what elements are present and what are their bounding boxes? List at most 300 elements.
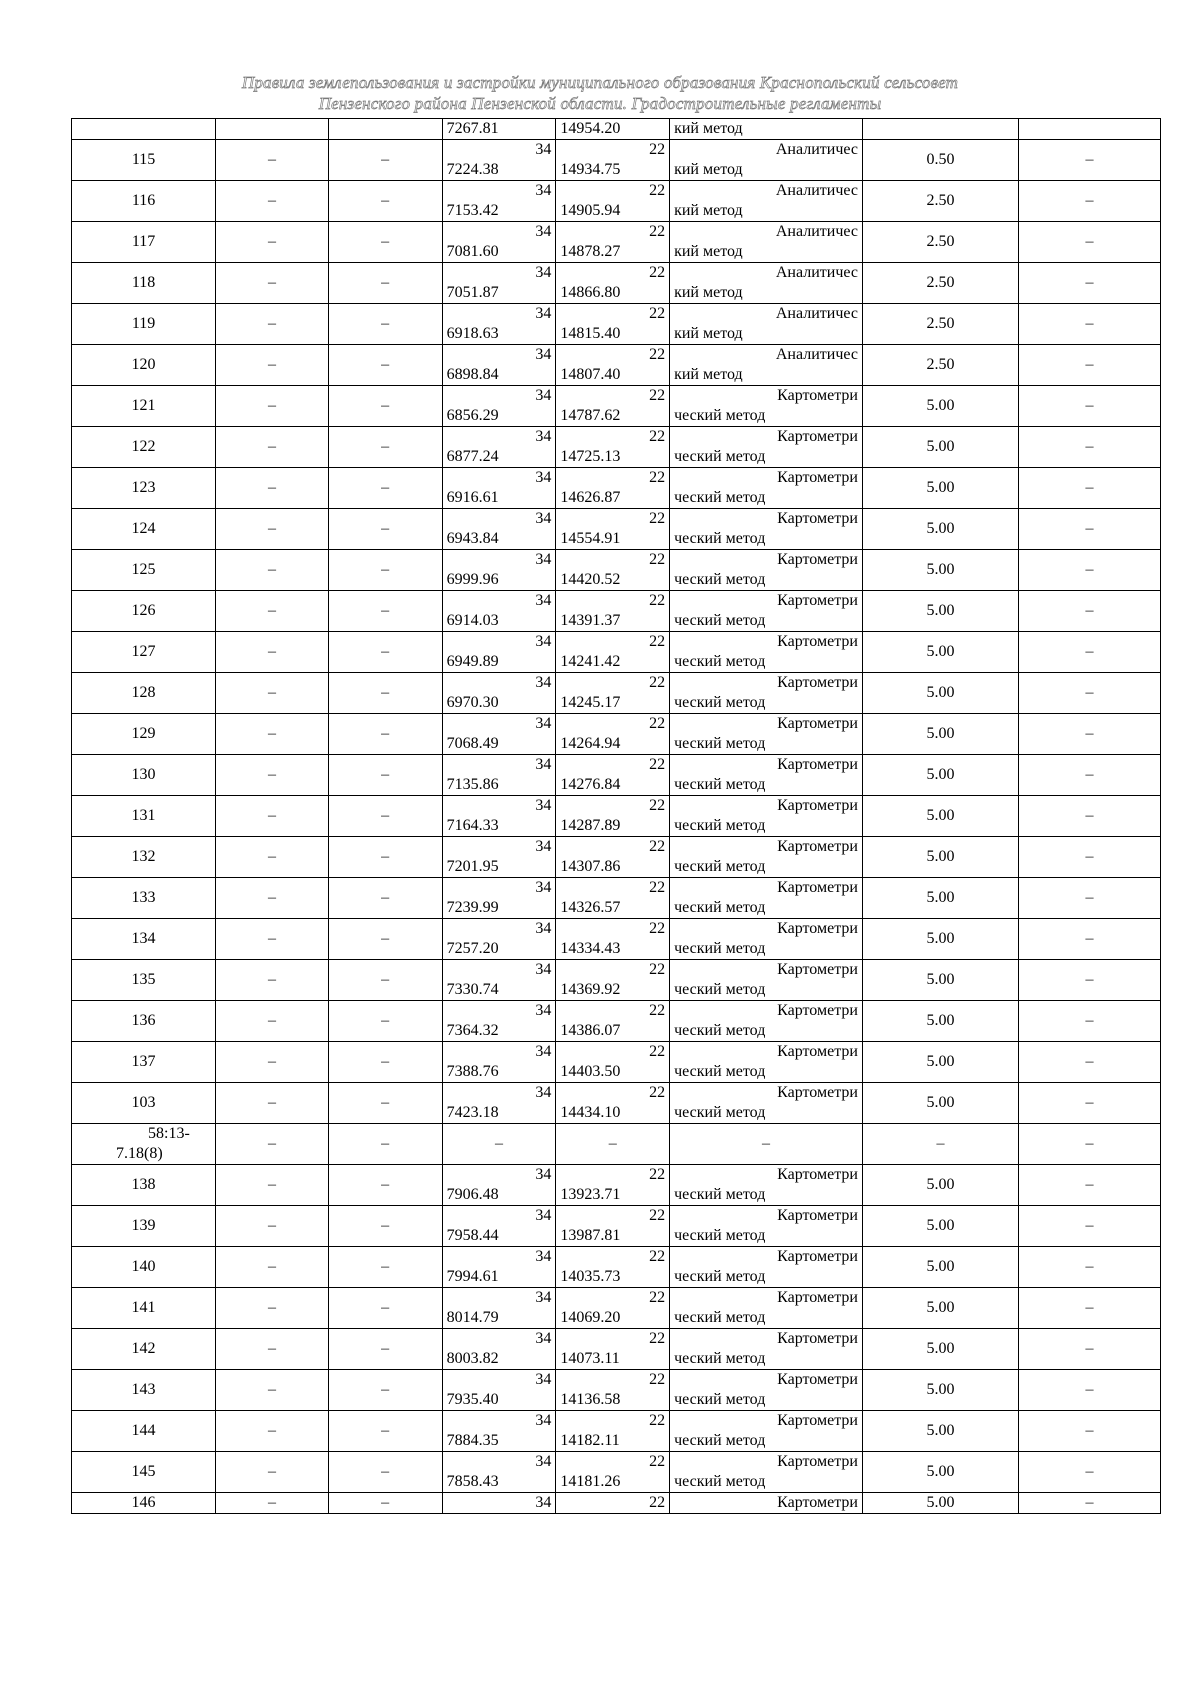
y-high: 22 (649, 1330, 666, 1347)
cell-accuracy: 5.00 (862, 1206, 1018, 1247)
cell-dash: – (216, 345, 329, 386)
cell-dash: – (216, 1411, 329, 1452)
x-high: 34 (535, 1043, 552, 1060)
cell-id (72, 714, 216, 755)
header-line-2: Пензенского района Пензенской области. Градостроительные регламенты (318, 94, 882, 113)
method-low: ческий метод (674, 735, 766, 752)
page-header (0, 72, 1200, 114)
cell-dash: – (1019, 1042, 1161, 1083)
cell-dash: – (216, 509, 329, 550)
method-low: кий метод (674, 325, 743, 342)
cell-method (670, 1206, 863, 1247)
cell-dash: – (216, 1042, 329, 1083)
cell-dash: – (328, 1042, 442, 1083)
method-high: Картометри (777, 633, 858, 650)
y-low: 14954.20 (560, 120, 621, 137)
table-row (72, 1165, 1161, 1206)
cell-dash: – (1019, 1452, 1161, 1493)
x-high: 34 (535, 1494, 552, 1511)
cell-dash: – (1019, 1411, 1161, 1452)
cell-y (556, 1083, 670, 1124)
y-low: 14264.94 (560, 735, 621, 752)
table-row (72, 960, 1161, 1001)
x-low: 7257.20 (446, 940, 499, 957)
cell-dash: – (328, 1247, 442, 1288)
method-low: ческий метод (674, 571, 766, 588)
cell-dash: – (1019, 1083, 1161, 1124)
cell-accuracy: 5.00 (862, 960, 1018, 1001)
cell-x (442, 714, 556, 755)
y-high: 22 (649, 1412, 666, 1429)
x-high: 34 (535, 715, 552, 732)
method-low: кий метод (674, 243, 743, 260)
x-high: 34 (535, 920, 552, 937)
method-low: ческий метод (674, 940, 766, 957)
x-high: 34 (535, 674, 552, 691)
point-id: 134 (131, 930, 156, 947)
y-low: 14182.11 (560, 1432, 620, 1449)
cell-x (442, 919, 556, 960)
cell-method (670, 222, 863, 263)
method-low: ческий метод (674, 1350, 766, 1367)
cell-id (72, 632, 216, 673)
cell-method (670, 1493, 863, 1514)
x-high: 34 (535, 1289, 552, 1306)
cell-dash: – (328, 181, 442, 222)
x-low: 7068.49 (446, 735, 499, 752)
cell-x (442, 591, 556, 632)
section-id-line-2: 7.18(8) (116, 1145, 163, 1162)
cell-y (556, 878, 670, 919)
x-low: 6916.61 (446, 489, 499, 506)
method-low: ческий метод (674, 776, 766, 793)
cell-accuracy: 2.50 (862, 304, 1018, 345)
cell-id (72, 263, 216, 304)
cell-dash: – (328, 345, 442, 386)
cell-dash: – (328, 427, 442, 468)
table-row (72, 181, 1161, 222)
cell-accuracy: 2.50 (862, 263, 1018, 304)
y-low: 14035.73 (560, 1268, 621, 1285)
table-row (72, 714, 1161, 755)
point-id: 121 (131, 397, 156, 414)
cell-method (670, 919, 863, 960)
x-high: 34 (535, 182, 552, 199)
x-high: 34 (535, 1330, 552, 1347)
x-high: 34 (535, 1412, 552, 1429)
method-high: Аналитичес (775, 223, 858, 240)
point-id: 115 (131, 151, 156, 168)
cell-y (556, 304, 670, 345)
cell-x (442, 1452, 556, 1493)
cell-method (670, 427, 863, 468)
cell-accuracy: 5.00 (862, 837, 1018, 878)
point-id: 123 (131, 479, 156, 496)
cell-id (72, 1165, 216, 1206)
cell-x (442, 837, 556, 878)
table-row (72, 1083, 1161, 1124)
y-low: 14905.94 (560, 202, 621, 219)
table-row (72, 345, 1161, 386)
cell-id (72, 222, 216, 263)
x-high: 34 (535, 141, 552, 158)
cell-dash: – (328, 632, 442, 673)
cell-y (556, 222, 670, 263)
y-high: 22 (649, 510, 666, 527)
method-high: Картометри (777, 797, 858, 814)
cell-dash: – (670, 1124, 863, 1165)
y-low: 14245.17 (560, 694, 621, 711)
cell-x (442, 755, 556, 796)
point-id: 140 (131, 1258, 156, 1275)
method-low: ческий метод (674, 1268, 766, 1285)
method-low: ческий метод (674, 981, 766, 998)
y-high: 22 (649, 305, 666, 322)
cell-y (556, 591, 670, 632)
table-row (72, 1370, 1161, 1411)
cell-accuracy: 5.00 (862, 468, 1018, 509)
cell-id (72, 427, 216, 468)
y-high: 22 (649, 1289, 666, 1306)
table-row (72, 1042, 1161, 1083)
y-high: 22 (649, 264, 666, 281)
table-row (72, 1124, 1161, 1165)
cell-dash: – (328, 1083, 442, 1124)
method-high: Картометри (777, 1330, 858, 1347)
x-low: 7224.38 (446, 161, 499, 178)
x-low: 7164.33 (446, 817, 499, 834)
cell-y (556, 1288, 670, 1329)
method-high: Картометри (777, 1453, 858, 1470)
cell-dash: – (328, 386, 442, 427)
method-high: Аналитичес (775, 182, 858, 199)
cell-dash: – (1019, 632, 1161, 673)
y-low: 14241.42 (560, 653, 621, 670)
cell-accuracy: 5.00 (862, 1001, 1018, 1042)
cell-id: 146 (72, 1493, 216, 1514)
cell-dash: – (216, 1493, 329, 1514)
method-low: ческий метод (674, 530, 766, 547)
method-low: ческий метод (674, 899, 766, 916)
x-low: 7958.44 (446, 1227, 499, 1244)
cell-x (442, 140, 556, 181)
cell-dash (1019, 119, 1161, 140)
cell-accuracy: 5.00 (862, 550, 1018, 591)
method-low: ческий метод (674, 407, 766, 424)
cell-method (670, 960, 863, 1001)
cell-y (556, 468, 670, 509)
cell-dash: – (216, 1452, 329, 1493)
cell-dash: – (1019, 550, 1161, 591)
cell-dash: – (216, 960, 329, 1001)
cell-dash: – (328, 755, 442, 796)
x-low: 8003.82 (446, 1350, 499, 1367)
cell-accuracy: 5.00 (862, 673, 1018, 714)
point-id: 129 (131, 725, 156, 742)
cell-accuracy: 5.00 (862, 878, 1018, 919)
cell-id (72, 591, 216, 632)
method-low: кий метод (674, 366, 743, 383)
cell-accuracy: 5.00 (862, 591, 1018, 632)
cell-method (670, 509, 863, 550)
cell-x (442, 1042, 556, 1083)
cell-accuracy: 5.00 (862, 632, 1018, 673)
cell-id (72, 468, 216, 509)
y-high: 22 (649, 1002, 666, 1019)
cell-y (556, 181, 670, 222)
cell-method (670, 673, 863, 714)
cell-y (556, 755, 670, 796)
point-id: 143 (131, 1381, 156, 1398)
method-low: ческий метод (674, 1391, 766, 1408)
x-high: 34 (535, 756, 552, 773)
table-row (72, 1452, 1161, 1493)
cell-dash: – (1019, 509, 1161, 550)
x-high: 34 (535, 551, 552, 568)
cell-x (442, 1165, 556, 1206)
point-id: 119 (131, 315, 156, 332)
cell-y (556, 1247, 670, 1288)
cell-dash: – (216, 1288, 329, 1329)
cell-dash: – (216, 919, 329, 960)
method-high: Картометри (777, 961, 858, 978)
cell-dash (328, 119, 442, 140)
cell-dash: – (328, 919, 442, 960)
table-row (72, 919, 1161, 960)
cell-accuracy: 5.00 (862, 1411, 1018, 1452)
x-high: 34 (535, 879, 552, 896)
method-high: Картометри (777, 1084, 858, 1101)
cell-id (72, 960, 216, 1001)
table-row (72, 1001, 1161, 1042)
cell-id (72, 673, 216, 714)
cell-accuracy: 5.00 (862, 1083, 1018, 1124)
method-low: ческий метод (674, 1063, 766, 1080)
table-row (72, 1247, 1161, 1288)
cell-dash: – (1019, 263, 1161, 304)
y-high: 22 (649, 387, 666, 404)
method-low: кий метод (674, 284, 743, 301)
method-high: Картометри (777, 879, 858, 896)
cell-dash: – (216, 468, 329, 509)
y-low: 14815.40 (560, 325, 621, 342)
point-id: 139 (131, 1217, 156, 1234)
cell-dash: – (1019, 919, 1161, 960)
x-low: 6918.63 (446, 325, 499, 342)
cell-method (670, 386, 863, 427)
x-low: 7884.35 (446, 1432, 499, 1449)
table-row (72, 263, 1161, 304)
y-high: 22 (649, 633, 666, 650)
cell-dash: – (328, 1493, 442, 1514)
table-row (72, 591, 1161, 632)
cell-dash: – (216, 1001, 329, 1042)
x-low: 7364.32 (446, 1022, 499, 1039)
cell-dash: – (216, 591, 329, 632)
cell-method (670, 119, 863, 140)
x-low: 7935.40 (446, 1391, 499, 1408)
cell-dash: – (1019, 837, 1161, 878)
cell-y (556, 1329, 670, 1370)
method-low: ческий метод (674, 1473, 766, 1490)
cell-x (442, 222, 556, 263)
x-low: 7051.87 (446, 284, 499, 301)
cell-x (442, 427, 556, 468)
point-id: 130 (131, 766, 156, 783)
cell-y (556, 632, 670, 673)
x-high: 34 (535, 1453, 552, 1470)
cell-dash: – (216, 1206, 329, 1247)
cell-id (72, 304, 216, 345)
cell-dash: – (328, 837, 442, 878)
cell-id (72, 837, 216, 878)
method-high: Картометри (777, 715, 858, 732)
cell-y (556, 960, 670, 1001)
y-high: 22 (649, 1453, 666, 1470)
cell-y (556, 1042, 670, 1083)
method-high: Картометри (777, 674, 858, 691)
point-id: 128 (131, 684, 156, 701)
x-low: 7267.81 (446, 120, 499, 137)
method-high: Картометри (777, 387, 858, 404)
method-high: Картометри (777, 756, 858, 773)
cell-dash: – (216, 755, 329, 796)
cell-id (72, 386, 216, 427)
method-high: Картометри (777, 920, 858, 937)
y-low: 14073.11 (560, 1350, 620, 1367)
cell-method (670, 632, 863, 673)
point-id: 144 (131, 1422, 156, 1439)
cell-x (442, 345, 556, 386)
cell-dash: – (216, 1329, 329, 1370)
cell-dash: – (1019, 386, 1161, 427)
x-low: 7153.42 (446, 202, 499, 219)
cell-method (670, 878, 863, 919)
cell-x (442, 1247, 556, 1288)
cell-id (72, 1370, 216, 1411)
cell-dash: – (328, 1288, 442, 1329)
y-low: 14307.86 (560, 858, 621, 875)
x-high: 34 (535, 838, 552, 855)
table-row (72, 1206, 1161, 1247)
cell-accuracy: 5.00 (862, 1288, 1018, 1329)
cell-dash: – (328, 1206, 442, 1247)
point-id: 116 (131, 192, 156, 209)
cell-y (556, 1370, 670, 1411)
y-low: 13987.81 (560, 1227, 621, 1244)
y-high: 22 (649, 346, 666, 363)
y-high: 22 (649, 592, 666, 609)
x-high: 34 (535, 428, 552, 445)
cell-dash: – (1019, 1247, 1161, 1288)
cell-dash: – (328, 878, 442, 919)
cell-dash: – (442, 1124, 556, 1165)
cell-dash: – (216, 1083, 329, 1124)
cell-dash: – (216, 181, 329, 222)
cell-dash: – (328, 673, 442, 714)
x-high: 34 (535, 305, 552, 322)
x-high: 34 (535, 1248, 552, 1265)
table-row (72, 878, 1161, 919)
cell-method (670, 1288, 863, 1329)
cell-accuracy: 5.00 (862, 1042, 1018, 1083)
cell-dash: – (1019, 1370, 1161, 1411)
method-high: Картометри (777, 1166, 858, 1183)
y-low: 14334.43 (560, 940, 621, 957)
table-body (72, 119, 1161, 1514)
cell-id (72, 140, 216, 181)
cell-y (556, 1493, 670, 1514)
cell-dash: – (1019, 714, 1161, 755)
cell-y (556, 714, 670, 755)
y-low: 14934.75 (560, 161, 621, 178)
cell-dash: – (328, 1370, 442, 1411)
method-high: Картометри (777, 1248, 858, 1265)
cell-x (442, 509, 556, 550)
y-high: 22 (649, 920, 666, 937)
point-id: 125 (131, 561, 156, 578)
cell-id (72, 919, 216, 960)
cell-id (72, 1329, 216, 1370)
y-low: 14391.37 (560, 612, 621, 629)
point-id: 126 (131, 602, 156, 619)
cell-dash: – (216, 796, 329, 837)
cell-dash: – (216, 1370, 329, 1411)
cell-dash: – (216, 878, 329, 919)
cell-dash: – (216, 714, 329, 755)
y-low: 14434.10 (560, 1104, 621, 1121)
y-high: 22 (649, 715, 666, 732)
cell-dash: – (216, 837, 329, 878)
cell-dash: – (216, 140, 329, 181)
cell-id (72, 509, 216, 550)
cell-method (670, 1083, 863, 1124)
cell-method (670, 181, 863, 222)
x-low: 6877.24 (446, 448, 499, 465)
cell-dash: – (1019, 878, 1161, 919)
cell-x (442, 1206, 556, 1247)
method-low: ческий метод (674, 1186, 766, 1203)
x-high: 34 (535, 797, 552, 814)
point-id: 132 (131, 848, 156, 865)
cell-x (442, 304, 556, 345)
x-low: 8014.79 (446, 1309, 499, 1326)
table-row (72, 222, 1161, 263)
cell-dash: – (1019, 140, 1161, 181)
cell-dash: – (328, 591, 442, 632)
cell-dash: – (216, 263, 329, 304)
y-high: 22 (649, 797, 666, 814)
table-row (72, 509, 1161, 550)
x-high: 34 (535, 1371, 552, 1388)
x-low: 7906.48 (446, 1186, 499, 1203)
cell-id (72, 1411, 216, 1452)
cell-method (670, 591, 863, 632)
cell-dash: – (328, 263, 442, 304)
cell-accuracy: 5.00 (862, 714, 1018, 755)
cell-y (556, 919, 670, 960)
cell-accuracy: 2.50 (862, 345, 1018, 386)
method-low: кий метод (674, 161, 743, 178)
y-low: 14276.84 (560, 776, 621, 793)
cell-x (442, 1411, 556, 1452)
point-id: 136 (131, 1012, 156, 1029)
x-low: 6970.30 (446, 694, 499, 711)
table-row (72, 796, 1161, 837)
y-high: 22 (649, 1043, 666, 1060)
cell-dash: – (1019, 345, 1161, 386)
y-high: 22 (649, 838, 666, 855)
